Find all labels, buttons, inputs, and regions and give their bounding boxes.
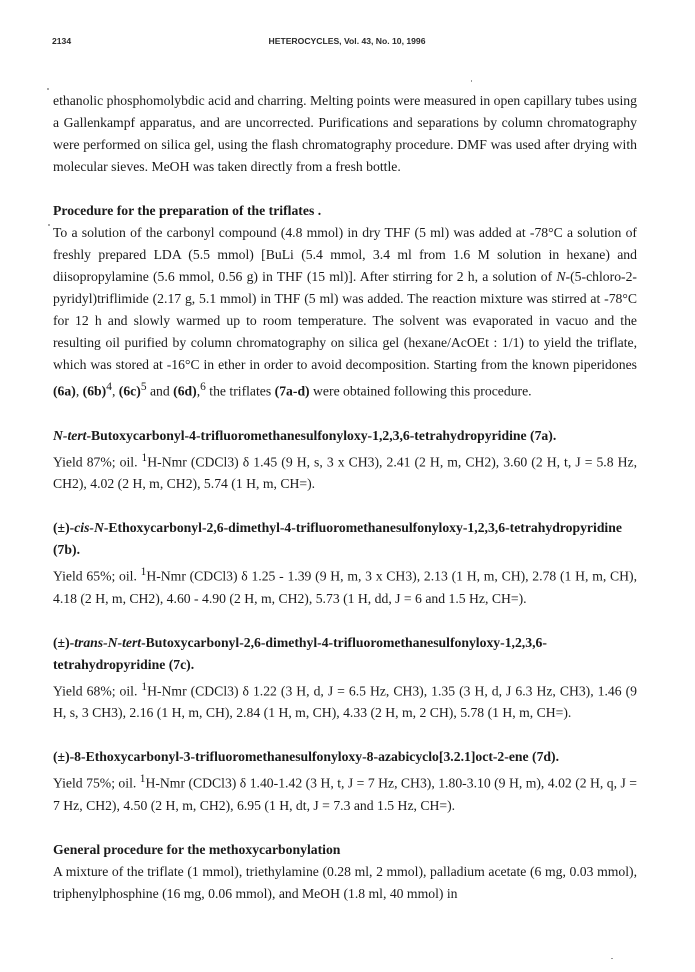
procedure-text: , [75, 383, 83, 399]
nmr-superscript: 1 [140, 566, 147, 579]
procedure-text: the triflates [205, 383, 275, 399]
nmr-data: H-Nmr (CDCl3) δ 1.22 (3 H, d, J = 6.5 Hz, CH3), 1.35 (3 H, d, J 6.3 Hz, CH3), 1.46 (9 H, s, 3 CH3), 2.16 (1 H, m, CH), 2.84 (1 H, m, CH), 4.33 (2 H, m, 2 CH), 5.78 (1 H, m, CH=). [53, 683, 637, 721]
italic-prefix: trans-N-tert [74, 634, 142, 650]
methoxycarbonylation-text: A mixture of the triflate (1 mmol), triethylamine (0.28 ml, 2 mmol), palladium acetate (6 mg, 0.03 mmol), triphenylphosphine (16 mg, 0.06 mmol), and MeOH (1.8 ml, 40 mmol) in [53, 863, 637, 901]
procedure-text: and [146, 383, 174, 399]
compound-ref-6c: (6c) [118, 383, 141, 399]
paragraph-gap [53, 178, 637, 200]
journal-citation: HETEROCYCLES, Vol. 43, No. 10, 1996 [268, 36, 426, 46]
page-number: 2134 [52, 36, 72, 46]
nmr-superscript: 1 [139, 773, 146, 786]
compound-name: -Ethoxycarbonyl-2,6-dimethyl-4-trifluoromethanesulfonyloxy-1,2,3,6-tetrahydropyridine (7b). [53, 520, 622, 558]
compound-7c-title [53, 632, 637, 676]
nmr-data: H-Nmr (CDCl3) δ 1.25 - 1.39 (9 H, m, 3 x CH3), 2.13 (1 H, m, CH), 2.78 (1 H, m, CH), 4.18 (2 H, m, CH2), 4.60 - 4.90 (2 H, m, CH2), 5.73 (1 H, dd, J = 6 and 1.5 Hz, CH=). [53, 568, 637, 606]
citation-6: 6 [200, 381, 206, 393]
compound-name: -Butoxycarbonyl-2,6-dimethyl-4-trifluoromethanesulfonyloxy-1,2,3,6-tetrahydropyridine (7c). [53, 634, 547, 672]
nmr-superscript: 1 [141, 680, 148, 693]
compound-name: -Butoxycarbonyl-4-trifluoromethanesulfonyloxy-1,2,3,6-tetrahydropyridine (7a). [86, 427, 557, 443]
running-header [52, 36, 642, 50]
citation-4: 4 [106, 381, 112, 393]
paragraph-gap [53, 403, 637, 425]
compound-ref-6d: (6d) [173, 383, 197, 399]
compound-7b-data [53, 561, 637, 610]
triflates-heading: Procedure for the preparation of the triflates . [53, 203, 322, 218]
compound-7d-title: (±)-8-Ethoxycarbonyl-3-trifluoromethanesulfonyloxy-8-azabicyclo[3.2.1]oct-2-ene (7d). [53, 749, 560, 765]
paragraph-gap [53, 495, 637, 517]
compound-ref-6a: (6a) [53, 383, 76, 399]
scan-speck [471, 80, 472, 82]
compound-ref-6b: (6b) [82, 383, 107, 399]
compound-7c-data [53, 676, 637, 725]
nmr-data: H-Nmr (CDCl3) δ 1.40-1.42 (3 H, t, J = 7 Hz, CH3), 1.80-3.10 (9 H, m), 4.02 (2 H, q, J = 7 Hz, CH2), 4.50 (2 H, m, CH2), 6.95 (1 H, dt, J = 7.3 and 1.5 Hz, CH=). [53, 775, 638, 813]
compound-7a-data [53, 447, 637, 496]
procedure-text: , [111, 383, 119, 399]
procedure-text: -(5-chloro-2-pyridyl)triflimide (2.17 g, 5.1 mmol) in THF (5 ml) was added. The reaction mixture was stirred at -78°C for 12 h and slowly warmed up to room temperature. The solvent was evaporated in vacuo and the resulting oil purified by column chromatography on silica gel (hexane/AcOEt : 1/1) to yield the triflate, which was stored at -16°C in ether in order to avoid decomposition. Starting from the known piperidones [53, 269, 637, 372]
paragraph-gap [53, 724, 637, 746]
procedure-text: To a solution of the carbonyl compound (4.8 mmol) in dry THF (5 ml) was added at -78°C a solution of freshly prepared LDA (5.5 mmol) [BuLi (5.4 mmol, 3.4 ml from 1.6 M solution in hexane) and diisopropylamine (5.6 mmol, 0.56 g) in THF (15 ml)]. After stirring for 2 h, a solution of [53, 225, 637, 284]
nmr-data: H-Nmr (CDCl3) δ 1.45 (9 H, s, 3 x CH3), 2.41 (2 H, m, CH2), 3.60 (2 H, t, J = 5.8 Hz, CH2), 4.02 (2 H, m, CH2), 5.74 (1 H, m, CH=). [53, 454, 637, 492]
scan-speck [47, 88, 49, 90]
italic-prefix: cis-N [74, 520, 104, 536]
compound-ref-7a-d: (7a-d) [274, 383, 310, 399]
racemic-prefix: (±)- [53, 520, 75, 536]
compound-7a-title [53, 425, 637, 447]
yield-text: Yield 87%; oil. [53, 454, 142, 470]
scan-speck [611, 958, 613, 959]
procedure-italic-n: N [556, 269, 566, 284]
paragraph-gap [53, 610, 637, 632]
yield-text: Yield 65%; oil. [53, 568, 141, 584]
paragraph-gap [53, 817, 637, 839]
compound-7b-title [53, 517, 637, 561]
italic-prefix: N-tert [53, 427, 87, 443]
triflates-procedure: To a solution of the carbonyl compound (4.8 mmol) in dry THF (5 ml) was added at -78°C a solution of freshly prepared LDA (5.5 mmol) [BuLi (5.4 mmol, 3.4 ml from 1.6 M solution in hexane) and diisopropylamine (5.6 mmol, 0.56 g) in THF (15 ml)]. After stirring for 2 h, a solution of N-(5-chloro-2-pyridyl)triflimide (2.17 g, 5.1 mmol) in THF (5 ml) was added. The reaction mixture was stirred at -78°C for 12 h and slowly warmed up to room temperature. The solvent was evaporated in vacuo and the resulting oil purified by column chromatography on silica gel (hexane/AcOEt : 1/1) to yield the triflate, which was stored at -16°C in ether in order to avoid decomposition. Starting from the known piperidones (6a), $(6b)^4$, $(6c)^5$ and (6d),$^6$ the triflates (7a-d) were obtained following this procedure. [53, 225, 637, 399]
citation-5: 5 [140, 381, 147, 393]
methoxycarbonylation-heading: General procedure for the methoxycarbonylation [53, 841, 341, 857]
nmr-superscript: 1 [141, 451, 148, 464]
intro-paragraph: ethanolic phosphomolybdic acid and charring. Melting points were measured in open capillary tubes using a Gallenkampf apparatus, and are uncorrected. Purifications and separations by column chromatography were performed on silica gel, using the flash chromatography procedure. DMF was used after drying with molecular sieves. MeOH was taken directly from a fresh bottle. [53, 93, 637, 174]
yield-text: Yield 75%; oil. [53, 775, 140, 791]
procedure-text: were obtained following this procedure. [309, 383, 532, 399]
yield-text: Yield 68%; oil. [53, 683, 142, 699]
compound-7d-data [53, 768, 637, 817]
article-body [53, 90, 637, 905]
scan-speck [48, 224, 50, 226]
racemic-prefix: (±)- [53, 634, 75, 650]
